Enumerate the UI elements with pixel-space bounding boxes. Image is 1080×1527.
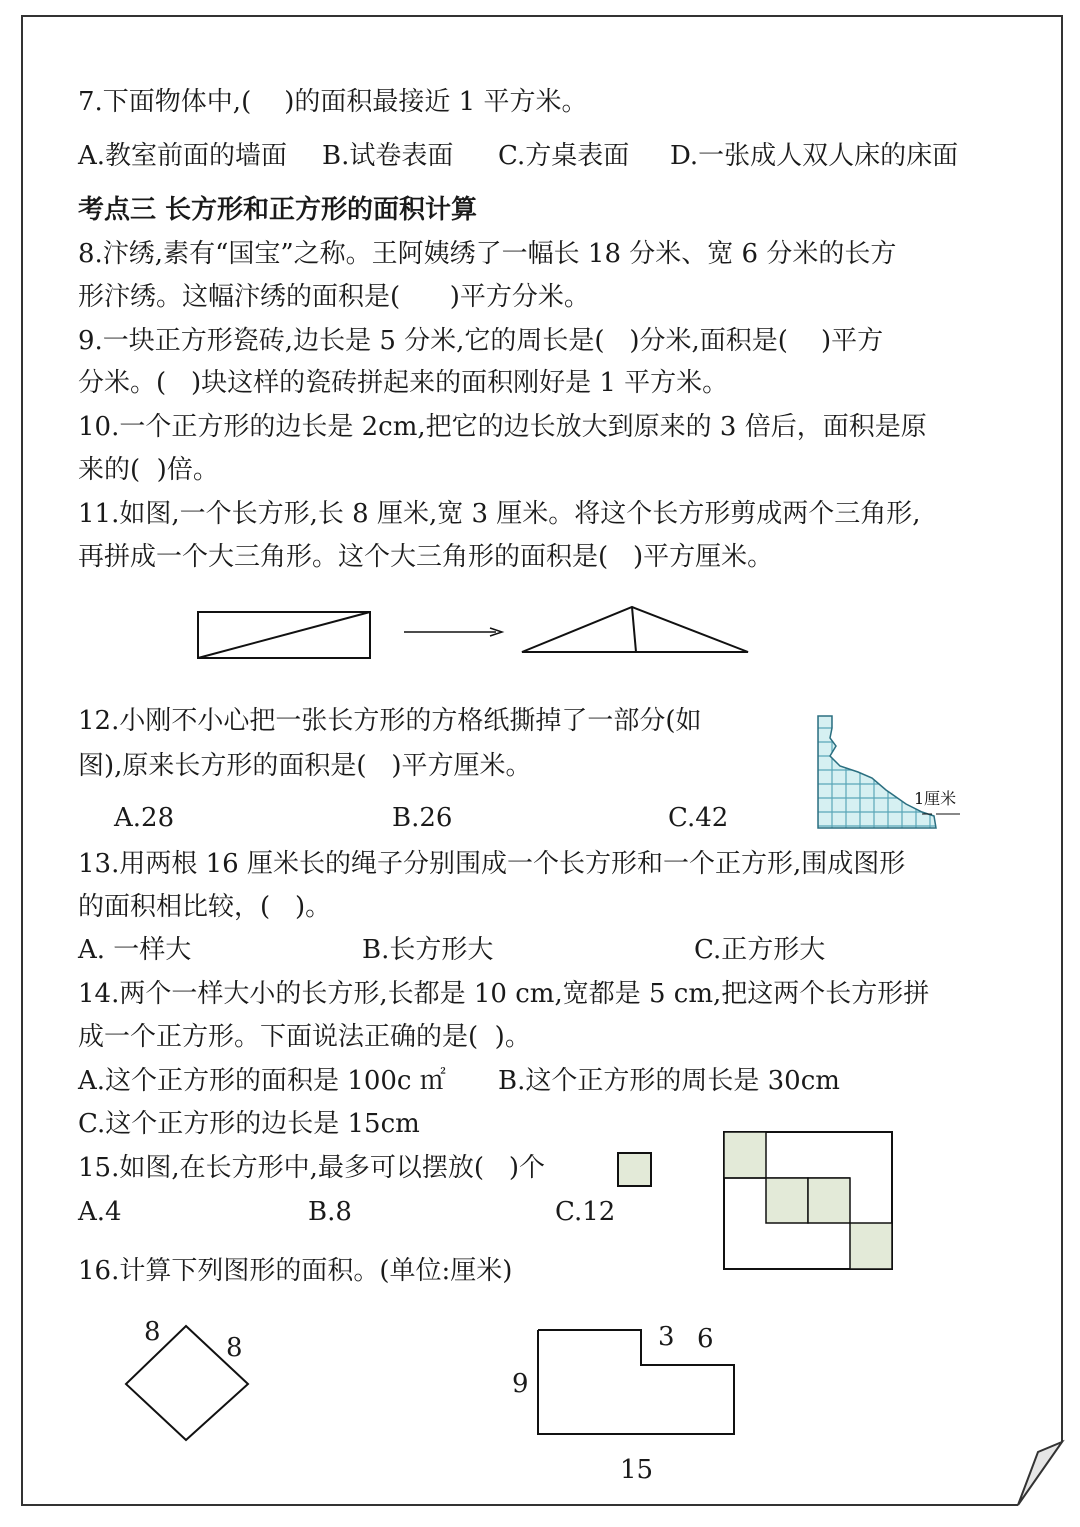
q7-option-c: C.方桌表面 <box>498 141 630 171</box>
q14-line1: 14.两个一样大小的长方形,长都是 10 cm,宽都是 5 cm,把这两个长方形拼 <box>78 979 930 1009</box>
q12-option-c: C.42 <box>668 803 729 833</box>
q7-option-b: B.试卷表面 <box>322 141 454 171</box>
triangle-seam <box>632 607 636 652</box>
l-shape-label-3: 3 <box>658 1322 675 1352</box>
q12-line2: 图),原来长方形的面积是( )平方厘米。 <box>78 751 532 781</box>
q12-option-a: A.28 <box>114 803 175 833</box>
q15-option-b: B.8 <box>308 1197 352 1227</box>
q13-line1: 13.用两根 16 厘米长的绳子分别围成一个长方形和一个正方形,围成图形 <box>78 849 906 879</box>
q10-line2: 来的( )倍。 <box>78 455 219 485</box>
grid-unit-label: 1厘米 <box>914 789 957 808</box>
q7-option-a: A.教室前面的墙面 <box>78 141 288 171</box>
q15-rectangle-figure <box>720 1128 898 1274</box>
q16-stem: 16.计算下列图形的面积。(单位:厘米) <box>78 1256 513 1286</box>
q14-option-c: C.这个正方形的边长是 15cm <box>78 1109 420 1139</box>
q10-line1: 10.一个正方形的边长是 2cm,把它的边长放大到原来的 3 倍后，面积是原 <box>78 412 927 442</box>
q14-line2: 成一个正方形。下面说法正确的是( )。 <box>78 1022 531 1052</box>
q11-figure <box>190 600 760 670</box>
q15-option-c: C.12 <box>555 1197 616 1227</box>
section-title: 考点三 长方形和正方形的面积计算 <box>78 195 478 225</box>
q12-option-b: B.26 <box>392 803 453 833</box>
q12-line1: 12.小刚不小心把一张长方形的方格纸撕掉了一部分(如 <box>78 706 702 736</box>
page-curl <box>1018 1442 1062 1505</box>
q9-line2: 分米。( )块这样的瓷砖拼起来的面积刚好是 1 平方米。 <box>78 368 729 398</box>
l-shape-label-6: 6 <box>697 1324 714 1354</box>
q13-option-b: B.长方形大 <box>362 935 494 965</box>
q15-stem: 15.如图,在长方形中,最多可以摆放( )个 <box>78 1153 545 1183</box>
small-square-icon <box>616 1151 654 1189</box>
q11-line2: 再拼成一个大三角形。这个大三角形的面积是( )平方厘米。 <box>78 542 774 572</box>
q13-option-a: A. 一样大 <box>78 935 192 965</box>
q8-line2: 形汴绣。这幅汴绣的面积是( )平方分米。 <box>78 282 590 312</box>
q12-torn-grid-figure <box>810 708 978 832</box>
q7-option-d: D.一张成人双人床的床面 <box>670 141 959 171</box>
l-shape-label-15: 15 <box>620 1455 654 1485</box>
q9-line1: 9.一块正方形瓷砖,边长是 5 分米,它的周长是( )分米,面积是( )平方 <box>78 326 884 356</box>
square-side-label-left: 8 <box>144 1317 161 1347</box>
l-shape-label-9: 9 <box>512 1369 529 1399</box>
q7-stem: 7.下面物体中,( )的面积最接近 1 平方米。 <box>78 87 588 117</box>
q13-option-c: C.正方形大 <box>694 935 826 965</box>
q15-option-a: A.4 <box>78 1197 122 1227</box>
q14-option-a: A.这个正方形的面积是 100c ㎡ <box>78 1066 446 1096</box>
q14-option-b: B.这个正方形的周长是 30cm <box>498 1066 840 1096</box>
q11-line1: 11.如图,一个长方形,长 8 厘米,宽 3 厘米。将这个长方形剪成两个三角形, <box>78 499 921 529</box>
square-side-label-right: 8 <box>226 1333 243 1363</box>
q8-line1: 8.汴绣,素有“国宝”之称。王阿姨绣了一幅长 18 分米、宽 6 分米的长方 <box>78 239 897 269</box>
q13-line2: 的面积相比较，( )。 <box>78 892 332 922</box>
rectangle-diagonal <box>198 612 370 658</box>
